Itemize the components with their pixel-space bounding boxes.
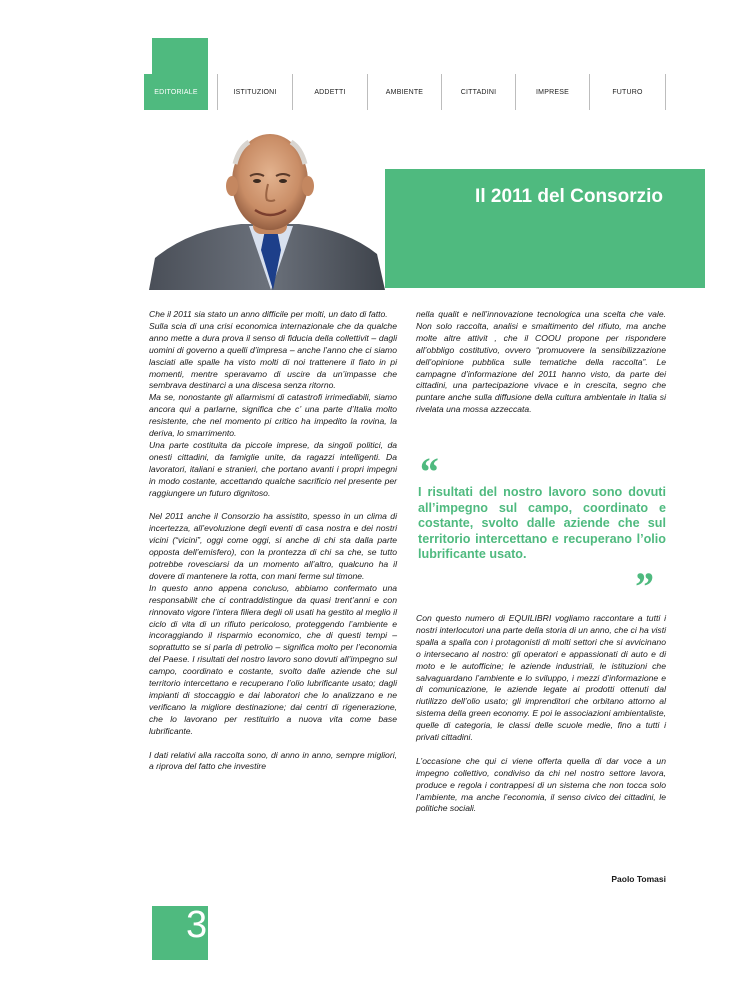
- article-paragraph: Nel 2011 anche il Consorzio ha assistito, spesso in un clima di incertezza, all’evoluzione degli eventi di casa nostra e dei nostri vicini (“vicini”, oggi come oggi, si anche di chi sta dalla parte opposta dell’emisfero), con la prontezza di chi sa che, se tutto potrebbe rovesciarsi da un momento all’altro, qualcuno ha il dovere di mantenere la rotta, con mani ferme sul timone.: [149, 511, 397, 581]
- quote-open-mark: “: [418, 449, 438, 494]
- article-paragraph: In questo anno appena concluso, abbiamo confermato una responsabilit che ci contraddistingue da quasi trent’anni e con rinnovato vigore l’intera filiera degli oli usati ha gestito al meglio il ciclo di vita di un rifiuto pericoloso, proteggendo l’ambiente e incoraggiando il risparmio economico, che di questi tempi – soprattutto se si parla di petrolio – significa molto per l’economia del Paese. I risultati del nostro lavoro sono dovuti all’impegno sul campo, coordinato e costante, svolto dalle aziende che sul territorio intercettano e recuperano l’olio lubrificante usato; dagli impianti di stoccaggio e dai laboratori che lo analizzano e ne verificano la migliore destinazione; dai centri di rigenerazione, che lo lavorano per restituirlo a nuova vita come base lubrificante.: [149, 582, 397, 736]
- nav-item-ambiente[interactable]: AMBIENTE: [367, 74, 441, 110]
- article-paragraph: Ma se, nonostante gli allarmismi di catastrofi irrimediabili, siamo ancora qui a parlarne, significa che c’ una parte d’Italia molto resistente, che nel momento pi critico ha impedito la rovina, la deriva, lo smarrimento.: [149, 392, 397, 439]
- nav-item-cittadini[interactable]: CITTADINI: [441, 74, 515, 110]
- article-paragraph: Con questo numero di EQUILIBRI vogliamo raccontare a tutti i nostri interlocutori una parte della storia di un anno, che ci ha visti spalla a spalla con i protagonisti di molti settori che si avvicinano o intersecano al nostro: gli operatori e appassionati di auto e di moto e le autofficine; le aziende industriali, le istituzioni che salvaguardano l’ambiente e lo sviluppo, i mezzi d’informazione e di comunicazione, le aziende legate ai prodotti ottenuti dal riutilizzo dell’olio usato; gli imprenditori che orbitano attorno al sistema della green economy. E poi le associazioni ambientaliste, quelle di categoria, le classi delle scuole medie, fino a tutti i privati cittadini.: [416, 613, 666, 743]
- nav-item-editoriale[interactable]: EDITORIALE: [144, 74, 208, 110]
- article-paragraph: Una parte costituita da piccole imprese, da singoli politici, da onesti cittadini, da famiglie unite, da ragazzi intelligenti. Da lavoratori, italiani e stranieri, che portano avanti i propri impegni in modo costante, accettando qualche sacrificio nel presente per raggiungere un futuro dignitoso.: [149, 439, 397, 498]
- page-title: Il 2011 del Consorzio: [475, 186, 663, 207]
- author-signature: Paolo Tomasi: [611, 874, 666, 884]
- article-paragraph: Che il 2011 sia stato un anno difficile per molti, un dato di fatto.: [149, 309, 388, 319]
- article-paragraph: L’occasione che qui ci viene offerta quella di dar voce a un impegno collettivo, condiviso da chi nel nostro settore lavora, produce e regola i contrappesi di un sistema che non tocca solo l’ambiente, ma anche l’economia, il senso civico dei cittadini, le politiche sociali.: [416, 755, 666, 814]
- author-portrait: [149, 126, 385, 290]
- pull-quote: I risultati del nostro lavoro sono dovuti all’impegno sul campo, coordinato e costante, svolto dalle aziende che sul territorio intercettano e recuperano l’olio lubrificante usato.: [418, 485, 666, 562]
- nav-item-futuro[interactable]: FUTURO: [589, 74, 666, 110]
- nav-item-istituzioni[interactable]: ISTITUZIONI: [217, 74, 292, 110]
- portrait-illustration: [149, 126, 385, 290]
- nav-item-addetti[interactable]: ADDETTI: [292, 74, 367, 110]
- article-column-3: [416, 613, 666, 815]
- article-column-2: [416, 309, 666, 416]
- article-paragraph: nella qualit e nell’innovazione tecnologica una scelta che vale. Non solo raccolta, analisi e smaltimento del rifiuto, ma anche molte altre attivit , che il COOU propone per rispondere all’obbligo costitutivo, ovvero “promuovere la sensibilizzazione dell’opinione pubblica sulle tematiche della raccolta”. Le campagne d’informazione del 2011 hanno visto, da parte dei cittadini, una partecipazione vivace e in crescita, segno che puntare anche sulla diffusione della cultura ambientale in Italia si rivelata una mossa azzeccata.: [416, 309, 666, 415]
- nav-item-imprese[interactable]: IMPRESE: [515, 74, 589, 110]
- header-tab-accent: [152, 38, 208, 78]
- article-column-1: [149, 309, 397, 773]
- section-nav: [144, 74, 666, 110]
- quote-close-mark: ”: [633, 564, 653, 609]
- page-number: 3: [186, 904, 208, 946]
- article-paragraph: Sulla scia di una crisi economica internazionale che da qualche anno mette a dura prova il senso di fiducia della collettivit – dagli uomini di governo a quelli d’impresa – anche l’anno che ci siamo lasciati alle spalle ha visto molti di noi trattenere il fiato in pi momenti, mentre speravamo di uscire da un’impasse che sembrava destinarci a una discesa senza ritorno.: [149, 320, 397, 391]
- title-band: [385, 169, 705, 288]
- article-paragraph: I dati relativi alla raccolta sono, di anno in anno, sempre migliori, a riprova del fatto che investire: [149, 749, 397, 772]
